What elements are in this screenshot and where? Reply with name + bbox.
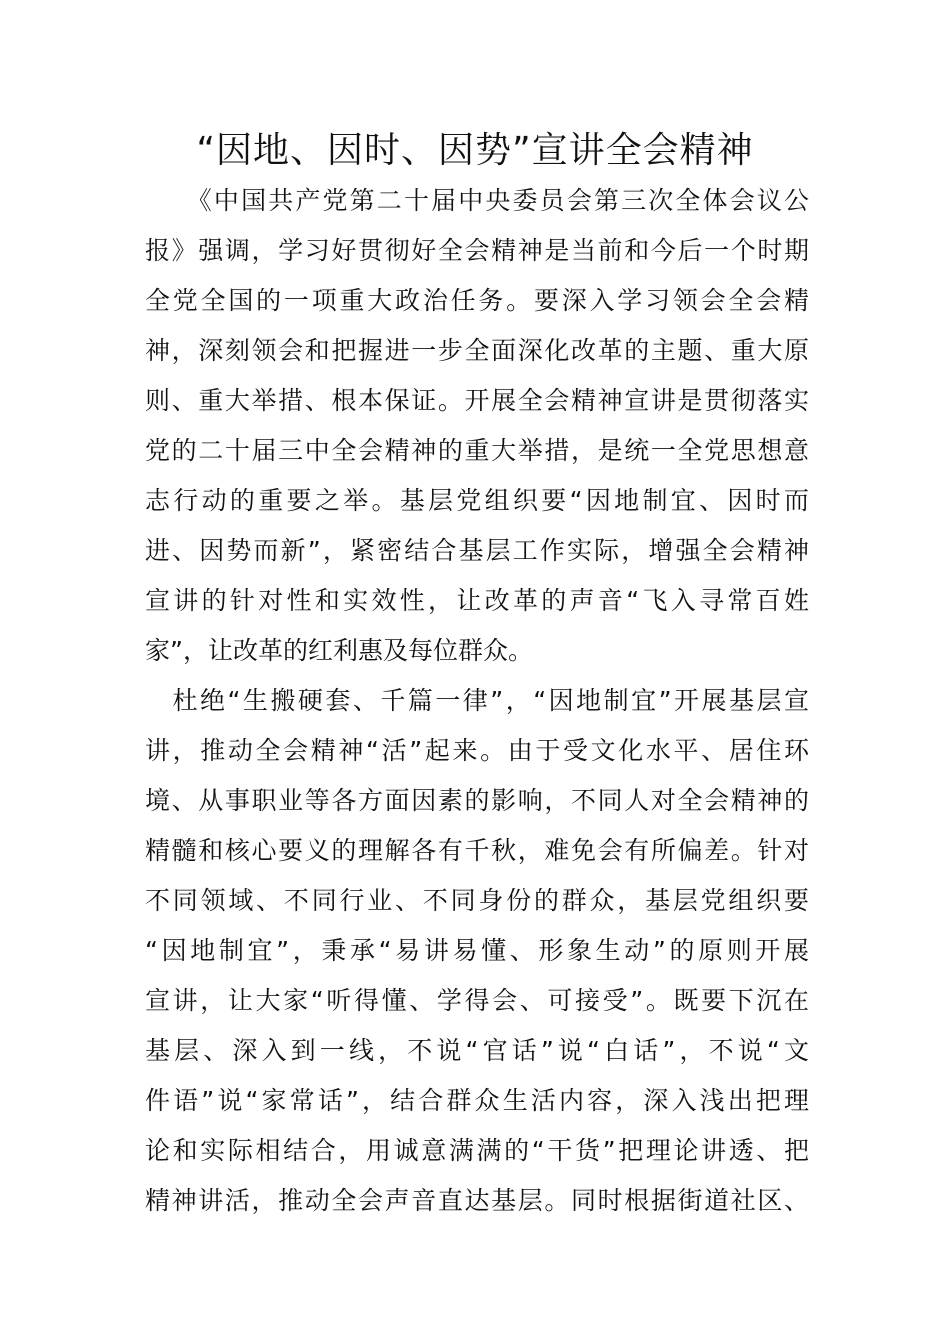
document-title: “因地、因时、因势”宣讲全会精神 (196, 130, 754, 171)
body-line-6: 党的二十届三中全会精神的重大举措，是统一全党思想意 (145, 436, 809, 465)
body-line-13: 境、从事职业等各方面因素的影响，不同人对全会精神的 (145, 786, 809, 815)
body-line-4: 神，深刻领会和把握进一步全面深化改革的主题、重大原 (145, 336, 809, 365)
body-line-18: 基层、深入到一线，不说“官话”说“白话”，不说“文 (145, 1036, 809, 1065)
body-line-20: 论和实际相结合，用诚意满满的“干货”把理论讲透、把 (145, 1136, 809, 1165)
body-line-3: 全党全国的一项重大政治任务。要深入学习领会全会精 (145, 286, 809, 315)
body-line-14: 精髓和核心要义的理解各有千秋，难免会有所偏差。针对 (145, 836, 809, 865)
body-line-5: 则、重大举措、根本保证。开展全会精神宣讲是贯彻落实 (145, 386, 809, 415)
body-line-7: 志行动的重要之举。基层党组织要“因地制宜、因时而 (145, 486, 809, 515)
body-line-8: 进、因势而新”，紧密结合基层工作实际，增强全会精神 (145, 536, 809, 565)
body-line-11: 杜绝“生搬硬套、千篇一律”，“因地制宜”开展基层宣 (145, 686, 809, 715)
body-line-16: “因地制宜”，秉承“易讲易懂、形象生动”的原则开展 (145, 936, 809, 965)
body-line-10: 家”，让改革的红利惠及每位群众。 (145, 636, 533, 665)
body-line-2: 报》强调，学习好贯彻好全会精神是当前和今后一个时期 (145, 236, 809, 265)
body-line-1: 《中国共产党第二十届中央委员会第三次全体会议公 (145, 186, 809, 215)
body-line-15: 不同领域、不同行业、不同身份的群众，基层党组织要 (145, 886, 809, 915)
body-line-17: 宣讲，让大家“听得懂、学得会、可接受”。既要下沉在 (145, 986, 809, 1015)
body-line-19: 件语”说“家常话”，结合群众生活内容，深入浅出把理 (145, 1086, 809, 1115)
body-line-21: 精神讲活，推动全会声音直达基层。同时根据街道社区、 (145, 1186, 809, 1215)
body-line-9: 宣讲的针对性和实效性，让改革的声音“飞入寻常百姓 (145, 586, 809, 615)
document-body (145, 176, 809, 1226)
body-line-12: 讲，推动全会精神“活”起来。由于受文化水平、居住环 (145, 736, 809, 765)
